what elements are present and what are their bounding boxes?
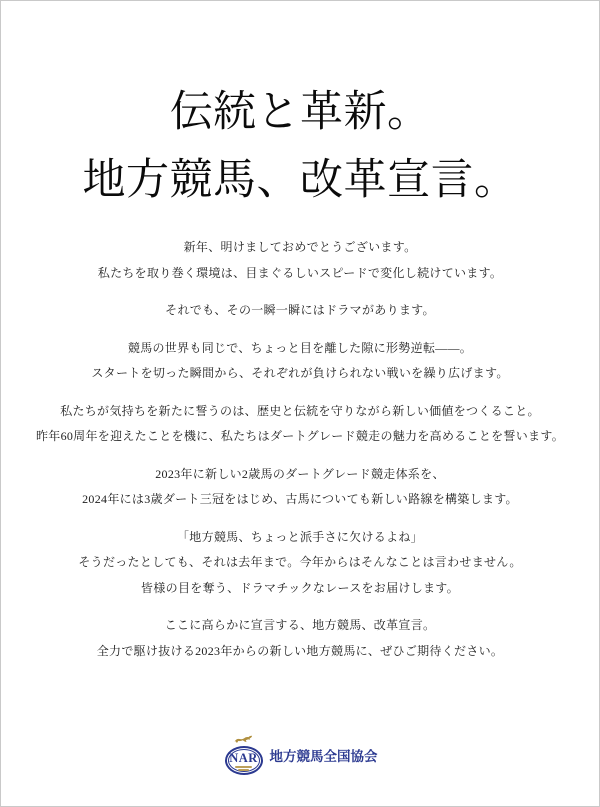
- body-line: 私たちを取り巻く環境は、目まぐるしいスピードで変化し続けています。: [97, 265, 503, 280]
- body-line: それでも、その一瞬一瞬にはドラマがあります。: [165, 303, 435, 317]
- paragraph-4: [1, 399, 599, 450]
- body-line: 2024年には3歳ダート三冠をはじめ、古馬についても新しい路線を構築します。: [82, 492, 518, 506]
- title-line-1: 伝統と革新。: [169, 89, 431, 136]
- nar-logo: [1, 732, 599, 778]
- emblem-fine-print-line: [235, 766, 252, 768]
- body-line: 競馬の世界も同じで、ちょっと目を離した隙に形勢逆転――。: [127, 340, 473, 355]
- nar-emblem: [223, 732, 265, 778]
- body-line: 全力で駆け抜ける2023年からの新しい地方競馬に、ぜひご期待ください。: [96, 643, 504, 658]
- horse-icon: [234, 733, 254, 745]
- nar-acronym: NAR: [229, 750, 258, 765]
- body-line: スタートを切った瞬間から、それぞれが負けられない戦いを繰り広げます。: [91, 366, 509, 380]
- body-line: ここに高らかに宣言する、地方競馬、改革宣言。: [164, 618, 436, 632]
- body-line: 2023年に新しい2歳馬のダートグレード競走体系を、: [155, 466, 445, 481]
- paragraph-7: [1, 613, 599, 664]
- body-line: 昨年60周年を迎えたことを機に、私たちはダートグレード競走の魅力を高めることを誓います。: [35, 429, 564, 443]
- title-line-2: 地方競馬、改革宣言。: [82, 157, 518, 204]
- body-line: そうだったとしても、それは去年まで。今年からはそんなことは言わせません。: [78, 555, 522, 569]
- body-line: 「地方競馬、ちょっと派手さに欠けるよね」: [176, 529, 423, 544]
- body-line: 皆様の目を奪う、ドラマチックなレースをお届けします。: [141, 580, 459, 595]
- body-line: 私たちが気持ちを新たに誓うのは、歴史と伝統を守りながら新しい価値をつくること。: [60, 403, 540, 418]
- paragraph-1: [1, 235, 599, 286]
- paragraph-6: [1, 525, 599, 602]
- body-line: 新年、明けましておめでとうございます。: [183, 240, 417, 254]
- organization-name: 地方競馬全国協会: [269, 749, 378, 764]
- page-title: [1, 1, 599, 215]
- emblem-fine-print-line: [238, 769, 249, 771]
- body-copy: [1, 235, 599, 664]
- nar-oval-badge: [225, 746, 263, 775]
- paragraph-3: [1, 336, 599, 387]
- paragraph-5: [1, 462, 599, 513]
- paragraph-2: [1, 298, 599, 324]
